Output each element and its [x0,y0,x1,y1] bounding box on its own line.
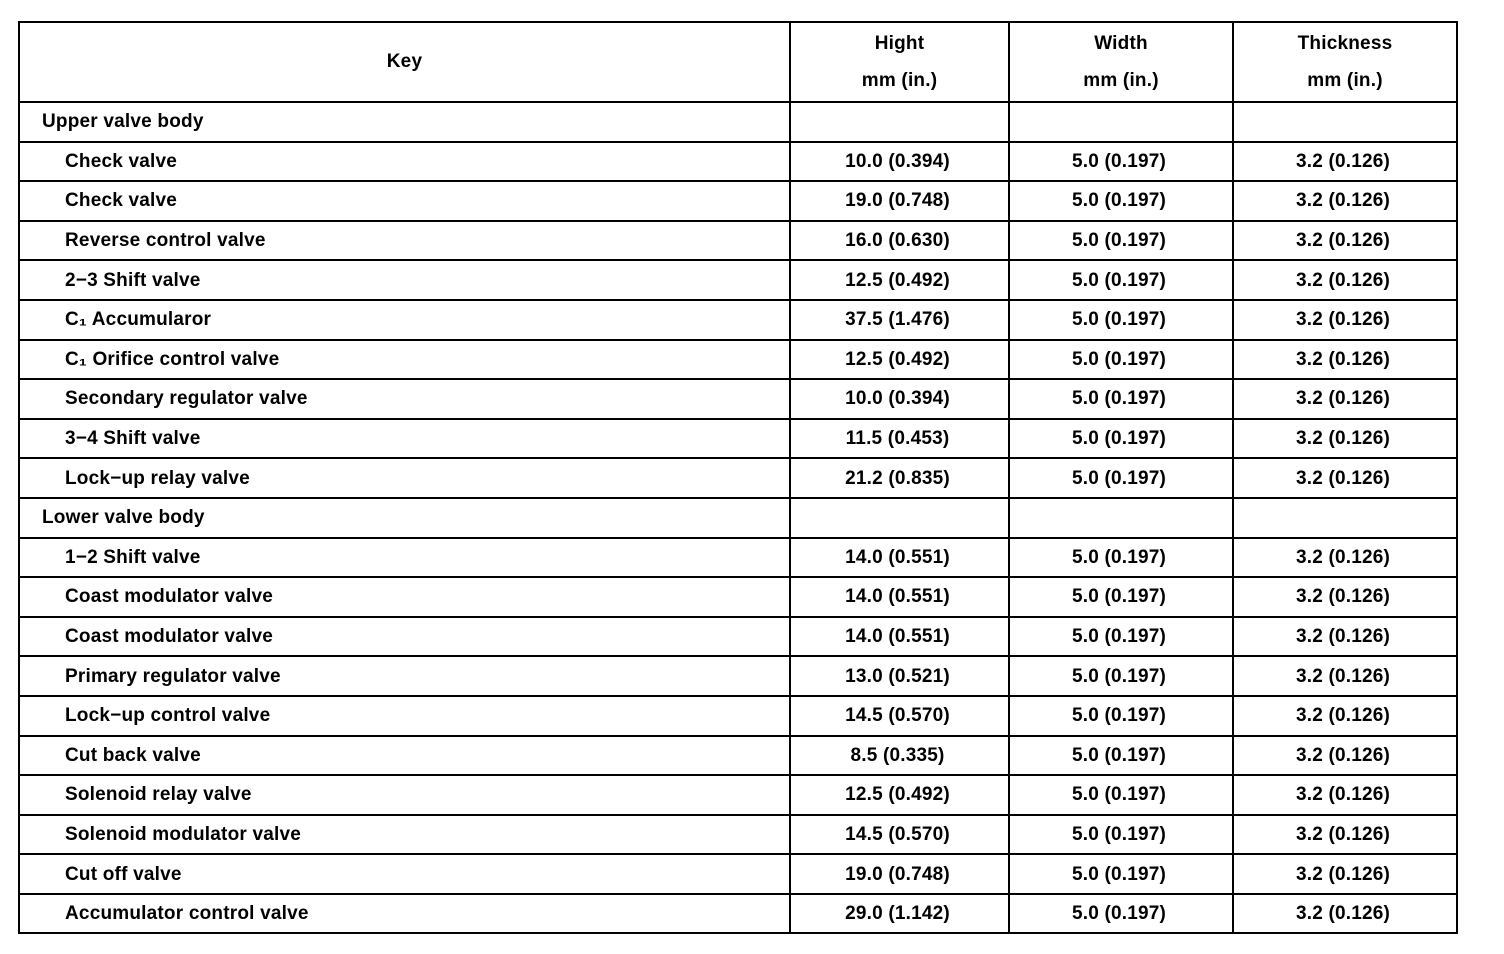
thickness-cell [1233,102,1457,142]
header-height-title: Hight [874,33,925,54]
height-cell: 37.5 (1.476) [790,300,1009,340]
key-cell: Check valve [19,181,790,221]
width-cell: 5.0 (0.197) [1009,656,1233,696]
height-cell [790,498,1009,538]
height-cell: 21.2 (0.835) [790,458,1009,498]
valve-spring-spec-table [18,21,1458,934]
header-height [790,22,1009,102]
thickness-cell: 3.2 (0.126) [1233,458,1457,498]
height-cell: 19.0 (0.748) [790,854,1009,894]
table-row [19,775,1457,815]
section-label: Upper valve body [19,102,790,142]
key-cell: Reverse control valve [19,221,790,261]
height-cell: 12.5 (0.492) [790,775,1009,815]
header-key [19,22,790,102]
key-cell: Check valve [19,142,790,182]
table-row [19,181,1457,221]
section-row-upper-valve-body [19,102,1457,142]
header-thickness-title: Thickness [1297,33,1393,54]
table-row [19,538,1457,578]
height-cell: 12.5 (0.492) [790,260,1009,300]
width-cell: 5.0 (0.197) [1009,696,1233,736]
key-cell: 1−2 Shift valve [19,538,790,578]
header-thickness [1233,22,1457,102]
section-row-lower-valve-body [19,498,1457,538]
thickness-cell: 3.2 (0.126) [1233,696,1457,736]
table-row [19,815,1457,855]
table-row [19,617,1457,657]
width-cell: 5.0 (0.197) [1009,221,1233,261]
key-cell: Solenoid modulator valve [19,815,790,855]
thickness-cell: 3.2 (0.126) [1233,142,1457,182]
height-cell: 10.0 (0.394) [790,379,1009,419]
height-cell: 16.0 (0.630) [790,221,1009,261]
table-row [19,736,1457,776]
table-row [19,419,1457,459]
section-label: Lower valve body [19,498,790,538]
height-cell: 14.0 (0.551) [790,538,1009,578]
header-thickness-unit: mm (in.) [1307,70,1383,91]
height-cell: 8.5 (0.335) [790,736,1009,776]
table-row [19,577,1457,617]
width-cell: 5.0 (0.197) [1009,260,1233,300]
height-cell: 14.5 (0.570) [790,696,1009,736]
key-cell: Accumulator control valve [19,894,790,934]
width-cell: 5.0 (0.197) [1009,775,1233,815]
header-width [1009,22,1233,102]
height-cell: 14.0 (0.551) [790,617,1009,657]
width-cell: 5.0 (0.197) [1009,340,1233,380]
table-row [19,894,1457,934]
table-row [19,300,1457,340]
thickness-cell: 3.2 (0.126) [1233,181,1457,221]
height-cell: 13.0 (0.521) [790,656,1009,696]
table-row [19,854,1457,894]
table-row [19,379,1457,419]
table-row [19,656,1457,696]
key-cell: Lock−up relay valve [19,458,790,498]
key-cell: Solenoid relay valve [19,775,790,815]
width-cell [1009,102,1233,142]
width-cell: 5.0 (0.197) [1009,894,1233,934]
width-cell [1009,498,1233,538]
key-cell: Coast modulator valve [19,617,790,657]
thickness-cell: 3.2 (0.126) [1233,894,1457,934]
thickness-cell: 3.2 (0.126) [1233,538,1457,578]
table-row [19,221,1457,261]
width-cell: 5.0 (0.197) [1009,181,1233,221]
thickness-cell: 3.2 (0.126) [1233,221,1457,261]
key-cell: Cut off valve [19,854,790,894]
table-row [19,260,1457,300]
header-key-label: Key [386,50,423,72]
thickness-cell: 3.2 (0.126) [1233,577,1457,617]
key-cell: C₁ Orifice control valve [19,340,790,380]
width-cell: 5.0 (0.197) [1009,617,1233,657]
height-cell: 10.0 (0.394) [790,142,1009,182]
thickness-cell: 3.2 (0.126) [1233,854,1457,894]
thickness-cell: 3.2 (0.126) [1233,340,1457,380]
header-row [19,22,1457,102]
key-cell: 2−3 Shift valve [19,260,790,300]
width-cell: 5.0 (0.197) [1009,815,1233,855]
valve-spring-table-container [18,21,1456,934]
key-cell: Cut back valve [19,736,790,776]
key-cell: C₁ Accumularor [19,300,790,340]
width-cell: 5.0 (0.197) [1009,577,1233,617]
width-cell: 5.0 (0.197) [1009,538,1233,578]
height-cell: 12.5 (0.492) [790,340,1009,380]
thickness-cell: 3.2 (0.126) [1233,656,1457,696]
thickness-cell: 3.2 (0.126) [1233,260,1457,300]
width-cell: 5.0 (0.197) [1009,854,1233,894]
thickness-cell: 3.2 (0.126) [1233,379,1457,419]
table-row [19,458,1457,498]
height-cell: 19.0 (0.748) [790,181,1009,221]
key-cell: Coast modulator valve [19,577,790,617]
height-cell: 14.5 (0.570) [790,815,1009,855]
thickness-cell: 3.2 (0.126) [1233,300,1457,340]
width-cell: 5.0 (0.197) [1009,458,1233,498]
height-cell: 29.0 (1.142) [790,894,1009,934]
thickness-cell: 3.2 (0.126) [1233,815,1457,855]
key-cell: Secondary regulator valve [19,379,790,419]
table-row [19,142,1457,182]
header-height-unit: mm (in.) [861,70,938,91]
width-cell: 5.0 (0.197) [1009,300,1233,340]
width-cell: 5.0 (0.197) [1009,379,1233,419]
table-header [19,22,1457,102]
height-cell: 11.5 (0.453) [790,419,1009,459]
key-cell: Primary regulator valve [19,656,790,696]
table-body [19,102,1457,933]
key-cell: 3−4 Shift valve [19,419,790,459]
height-cell: 14.0 (0.551) [790,577,1009,617]
thickness-cell: 3.2 (0.126) [1233,736,1457,776]
thickness-cell: 3.2 (0.126) [1233,419,1457,459]
thickness-cell: 3.2 (0.126) [1233,617,1457,657]
height-cell [790,102,1009,142]
width-cell: 5.0 (0.197) [1009,736,1233,776]
thickness-cell [1233,498,1457,538]
table-row [19,696,1457,736]
key-cell: Lock−up control valve [19,696,790,736]
header-width-title: Width [1094,33,1148,54]
header-width-unit: mm (in.) [1083,70,1159,91]
thickness-cell: 3.2 (0.126) [1233,775,1457,815]
table-row [19,340,1457,380]
width-cell: 5.0 (0.197) [1009,419,1233,459]
width-cell: 5.0 (0.197) [1009,142,1233,182]
